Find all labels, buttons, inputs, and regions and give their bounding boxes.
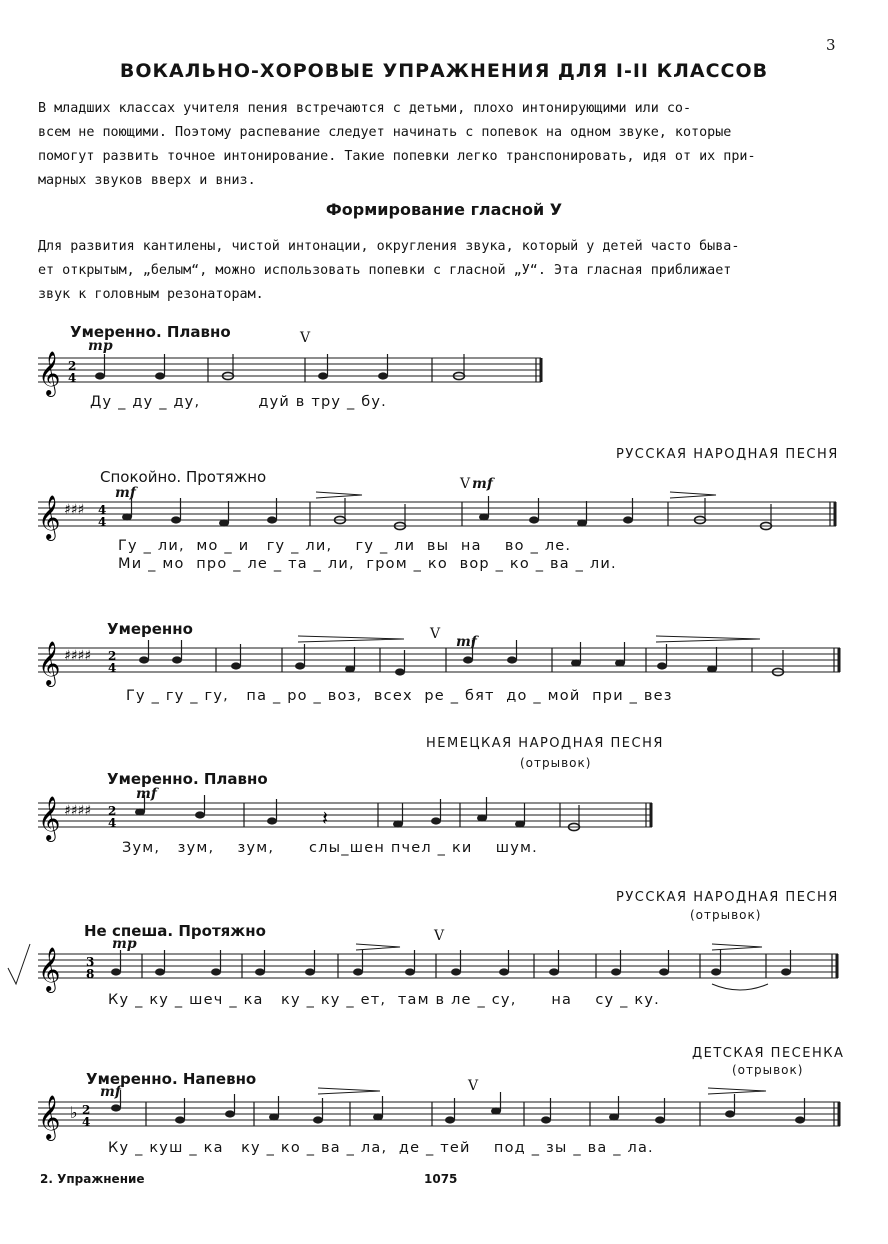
treble-clef: 𝄞 <box>38 1095 61 1139</box>
diminuendo-mark <box>356 944 400 950</box>
intro-line: В младших классах учителя пения встречаются с детьми, плохо интонирующими или со- <box>38 101 692 116</box>
music-staff <box>0 350 888 395</box>
lyrics-line: Ми _ мо про _ ле _ та _ ли, гром _ ко вор _ ко _ ва _ ли. <box>118 556 617 572</box>
music-staff <box>0 636 888 686</box>
intro-paragraph <box>38 97 838 193</box>
section-paragraph <box>38 235 838 307</box>
section-line: ет открытым, „белым“, можно использовать попевки с гласной „У“. Эта гласная приближает <box>38 263 732 278</box>
footer-code: 1075 <box>424 1172 458 1186</box>
diminuendo-mark <box>318 1088 380 1094</box>
diminuendo-mark <box>298 636 404 642</box>
time-signature-bottom: 4 <box>98 515 107 529</box>
lyrics-line: Ку _ куш _ ка ку _ ко _ ва _ ла, де _ тей под _ зы _ ва _ ла. <box>108 1140 654 1156</box>
time-signature-bottom: 4 <box>108 816 117 830</box>
dynamic-marking: mf <box>472 476 493 492</box>
time-signature-top: 2 <box>68 359 77 373</box>
treble-clef: 𝄞 <box>38 947 61 991</box>
tempo-marking: Не спеша. Протяжно <box>84 922 266 940</box>
section-line: звук к головным резонаторам. <box>38 287 264 302</box>
lyrics-line: Ду _ ду _ ду, дуй в тру _ бу. <box>90 394 387 410</box>
staff-lines <box>38 502 836 526</box>
dynamic-marking: mp <box>112 936 137 952</box>
diminuendo-mark <box>708 1088 766 1094</box>
key-signature: ♯♯♯♯ <box>64 648 92 664</box>
section-line: Для развития кантилены, чистой интонации, округления звука, который у детей часто быва- <box>38 239 740 254</box>
time-signature-top: 3 <box>86 955 95 969</box>
tempo-marking: Умеренно. Плавно <box>107 770 268 788</box>
music-staff <box>0 1094 888 1142</box>
breath-mark: V <box>430 626 441 642</box>
source-note: (отрывок) <box>690 908 762 922</box>
key-signature: ♭ <box>70 1103 78 1122</box>
tempo-marking: Спокойно. Протяжно <box>100 468 267 486</box>
time-signature-top: 4 <box>98 503 107 517</box>
section-subtitle: Формирование гласной У <box>325 200 563 219</box>
source-label: РУССКАЯ НАРОДНАЯ ПЕСНЯ <box>616 447 839 462</box>
tempo-marking: Умеренно <box>107 620 193 638</box>
source-label: РУССКАЯ НАРОДНАЯ ПЕСНЯ <box>616 890 839 905</box>
source-note: (отрывок) <box>520 756 592 770</box>
treble-clef: 𝄞 <box>38 351 61 395</box>
treble-clef: 𝄞 <box>38 641 61 685</box>
tie-mark <box>712 984 768 990</box>
time-signature-bottom: 4 <box>68 371 77 385</box>
notes <box>122 496 772 530</box>
quarter-rest: 𝄽 <box>322 806 329 830</box>
music-staff <box>0 795 888 845</box>
source-note: (отрывок) <box>732 1063 804 1077</box>
staff-lines <box>38 1102 840 1126</box>
intro-line: всем не поющими. Поэтому распевание следует начинать с попевок на одном звуке, которые <box>38 125 732 140</box>
dynamic-marking: mf <box>115 485 136 501</box>
lyrics-line: Гу _ ли, мо _ и гу _ ли, гу _ ли вы на во _ ле. <box>118 538 572 554</box>
key-signature: ♯♯♯♯ <box>64 803 92 819</box>
time-signature-top: 2 <box>82 1103 91 1117</box>
time-signature-bottom: 8 <box>86 967 95 981</box>
time-signature-top: 2 <box>108 649 117 663</box>
music-staff <box>0 944 888 992</box>
source-label: ДЕТСКАЯ ПЕСЕНКА <box>692 1046 845 1061</box>
lyrics-line: Гу _ гу _ гу, па _ ро _ воз, всех ре _ бят до _ мой при _ вез <box>126 688 673 704</box>
staff-lines <box>38 358 541 382</box>
notes <box>135 795 580 831</box>
lyrics-line: Ку _ ку _ шеч _ ка ку _ ку _ ет, там в ле _ су, на су _ ку. <box>108 992 660 1008</box>
staff-lines <box>38 648 840 672</box>
dynamic-marking: mp <box>88 338 113 354</box>
tempo-marking: Умеренно. Напевно <box>86 1070 257 1088</box>
breath-mark: V <box>300 330 311 346</box>
time-signature-bottom: 4 <box>108 661 117 675</box>
breath-mark: V <box>434 928 445 944</box>
diminuendo-mark <box>316 492 362 498</box>
check-mark-icon <box>8 944 30 984</box>
source-label: НЕМЕЦКАЯ НАРОДНАЯ ПЕСНЯ <box>426 736 664 751</box>
page-title: ВОКАЛЬНО-ХОРОВЫЕ УПРАЖНЕНИЯ ДЛЯ I-II КЛАССОВ <box>119 60 769 82</box>
diminuendo-mark <box>712 944 762 950</box>
notes <box>139 640 784 676</box>
dynamic-marking: mf <box>136 786 157 802</box>
treble-clef: 𝄞 <box>38 495 61 539</box>
notes <box>111 1090 805 1124</box>
key-signature: ♯♯♯ <box>64 502 85 518</box>
dynamic-marking: mf <box>456 634 477 650</box>
breath-mark: V <box>468 1078 479 1094</box>
breath-mark: V <box>460 476 471 492</box>
diminuendo-mark <box>670 492 716 498</box>
time-signature-bottom: 4 <box>82 1115 91 1129</box>
intro-line: марных звуков вверх и вниз. <box>38 173 256 188</box>
intro-line: помогут развить точное интонирование. Такие попевки легко транспонировать, идя от их при- <box>38 149 756 164</box>
diminuendo-mark <box>656 636 760 642</box>
time-signature-top: 2 <box>108 804 117 818</box>
tempo-marking: Умеренно. Плавно <box>70 323 231 341</box>
page-number: 3 <box>826 36 836 54</box>
dynamic-marking: mf <box>100 1084 121 1100</box>
footer-caption: 2. Упражнение <box>40 1172 145 1186</box>
music-staff <box>0 492 888 542</box>
treble-clef: 𝄞 <box>38 796 61 840</box>
lyrics-line: Зум, зум, зум, слы_шен пчел _ ки шум. <box>122 840 538 856</box>
